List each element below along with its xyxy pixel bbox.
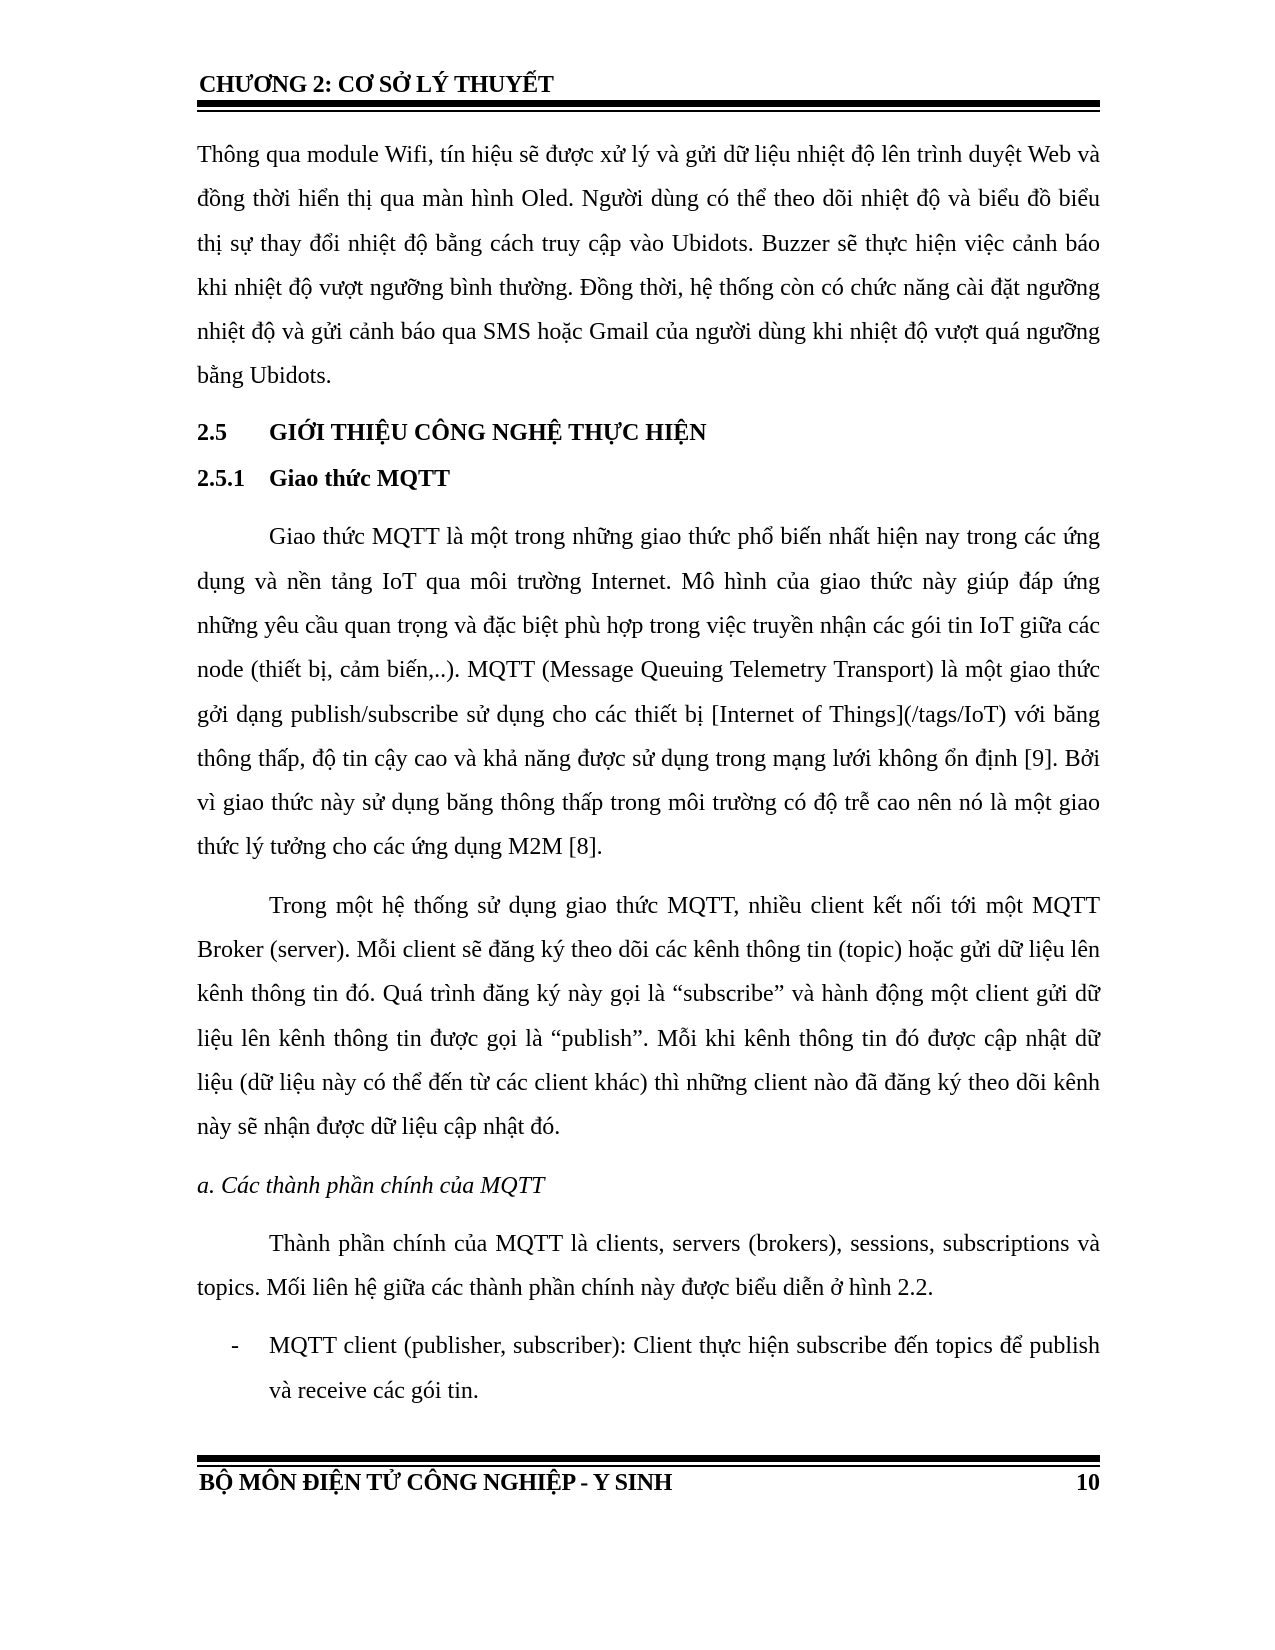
- subsection-title: Giao thức MQTT: [269, 466, 451, 493]
- chapter-header: CHƯƠNG 2: CƠ SỞ LÝ THUYẾT: [199, 72, 554, 98]
- section-heading: [197, 411, 1100, 455]
- subsection-heading: [197, 457, 1100, 501]
- header-rule-thin: [197, 110, 1100, 112]
- spacer: [197, 1310, 1100, 1324]
- intro-paragraph: Thông qua module Wifi, tín hiệu sẽ được xử lý và gửi dữ liệu nhiệt độ lên trình duyệt Web và đồng thời hiển thị qua màn hình Oled. Người dùng có thể theo dõi nhiệt độ và biểu đồ biểu thị sự thay đổi nhiệt độ bằng cách truy cập vào Ubidots. Buzzer sẽ thực hiện việc cảnh báo khi nhiệt độ vượt ngưỡng bình thường. Đồng thời, hệ thống còn có chức năng cài đặt ngưỡng nhiệt độ và gửi cảnh báo qua SMS hoặc Gmail của người dùng khi nhiệt độ vượt quá ngưỡng bằng Ubidots.: [197, 142, 1100, 390]
- bullet-item: [197, 1324, 1100, 1413]
- spacer: [197, 870, 1100, 884]
- subheading-components: a. Các thành phần chính của MQTT: [197, 1172, 545, 1199]
- page-content: [197, 133, 1100, 1413]
- paragraph-components: Thành phần chính của MQTT là clients, servers (brokers), sessions, subscriptions và topics. Mối liên hệ giữa các thành phần chính này được biểu diễn ở hình 2.2.: [197, 1230, 1100, 1302]
- footer-rule-thick: [197, 1455, 1100, 1462]
- paragraph-mqtt-broker: Trong một hệ thống sử dụng giao thức MQTT, nhiều client kết nối tới một MQTT Broker (server). Mỗi client sẽ đăng ký theo dõi các kênh thông tin (topic) hoặc gửi dữ liệu lên kênh thông tin đó. Quá trình đăng ký này gọi là “subscribe” và hành động một client gửi dữ liệu lên kênh thông tin được gọi là “publish”. Mỗi khi kênh thông tin đó được cập nhật dữ liệu (dữ liệu này có thể đến từ các client khác) thì những client nào đã đăng ký theo dõi kênh này sẽ nhận được dữ liệu cập nhật đó.: [197, 892, 1100, 1141]
- spacer: [197, 399, 1100, 411]
- section-title: GIỚI THIỆU CÔNG NGHỆ THỰC HIỆN: [269, 419, 707, 446]
- bullet-text: MQTT client (publisher, subscriber): Client thực hiện subscribe đến topics để publish và receive các gói tin.: [269, 1333, 1100, 1404]
- spacer: [197, 1208, 1100, 1222]
- header-rule-thick: [197, 100, 1100, 107]
- paragraph-mqtt-intro: Giao thức MQTT là một trong những giao thức phổ biến nhất hiện nay trong các ứng dụng và nền tảng IoT qua môi trường Internet. Mô hình của giao thức này giúp đáp ứng những yêu cầu quan trọng và đặc biệt phù hợp trong việc truyền nhận các gói tin IoT giữa các node (thiết bị, cảm biến,..). MQTT (Message Queuing Telemetry Transport) là một giao thức gởi dạng publish/subscribe sử dụng cho các thiết bị [Internet of Things](/tags/IoT) với băng thông thấp, độ tin cậy cao và khả năng được sử dụng trong mạng lưới không ổn định [9]. Bởi vì giao thức này sử dụng băng thông thấp trong môi trường có độ trễ cao nên nó là một giao thức lý tưởng cho các ứng dụng M2M [8].: [197, 524, 1100, 861]
- section-number: 2.5: [197, 419, 227, 446]
- spacer: [197, 501, 1100, 515]
- footer-department: BỘ MÔN ĐIỆN TỬ CÔNG NGHIỆP - Y SINH: [199, 1470, 673, 1496]
- bullet-marker: -: [231, 1333, 239, 1360]
- footer-rule-thin: [197, 1465, 1100, 1467]
- page-number: 10: [1076, 1470, 1100, 1496]
- spacer: [197, 1150, 1100, 1164]
- subsection-number: 2.5.1: [197, 466, 245, 493]
